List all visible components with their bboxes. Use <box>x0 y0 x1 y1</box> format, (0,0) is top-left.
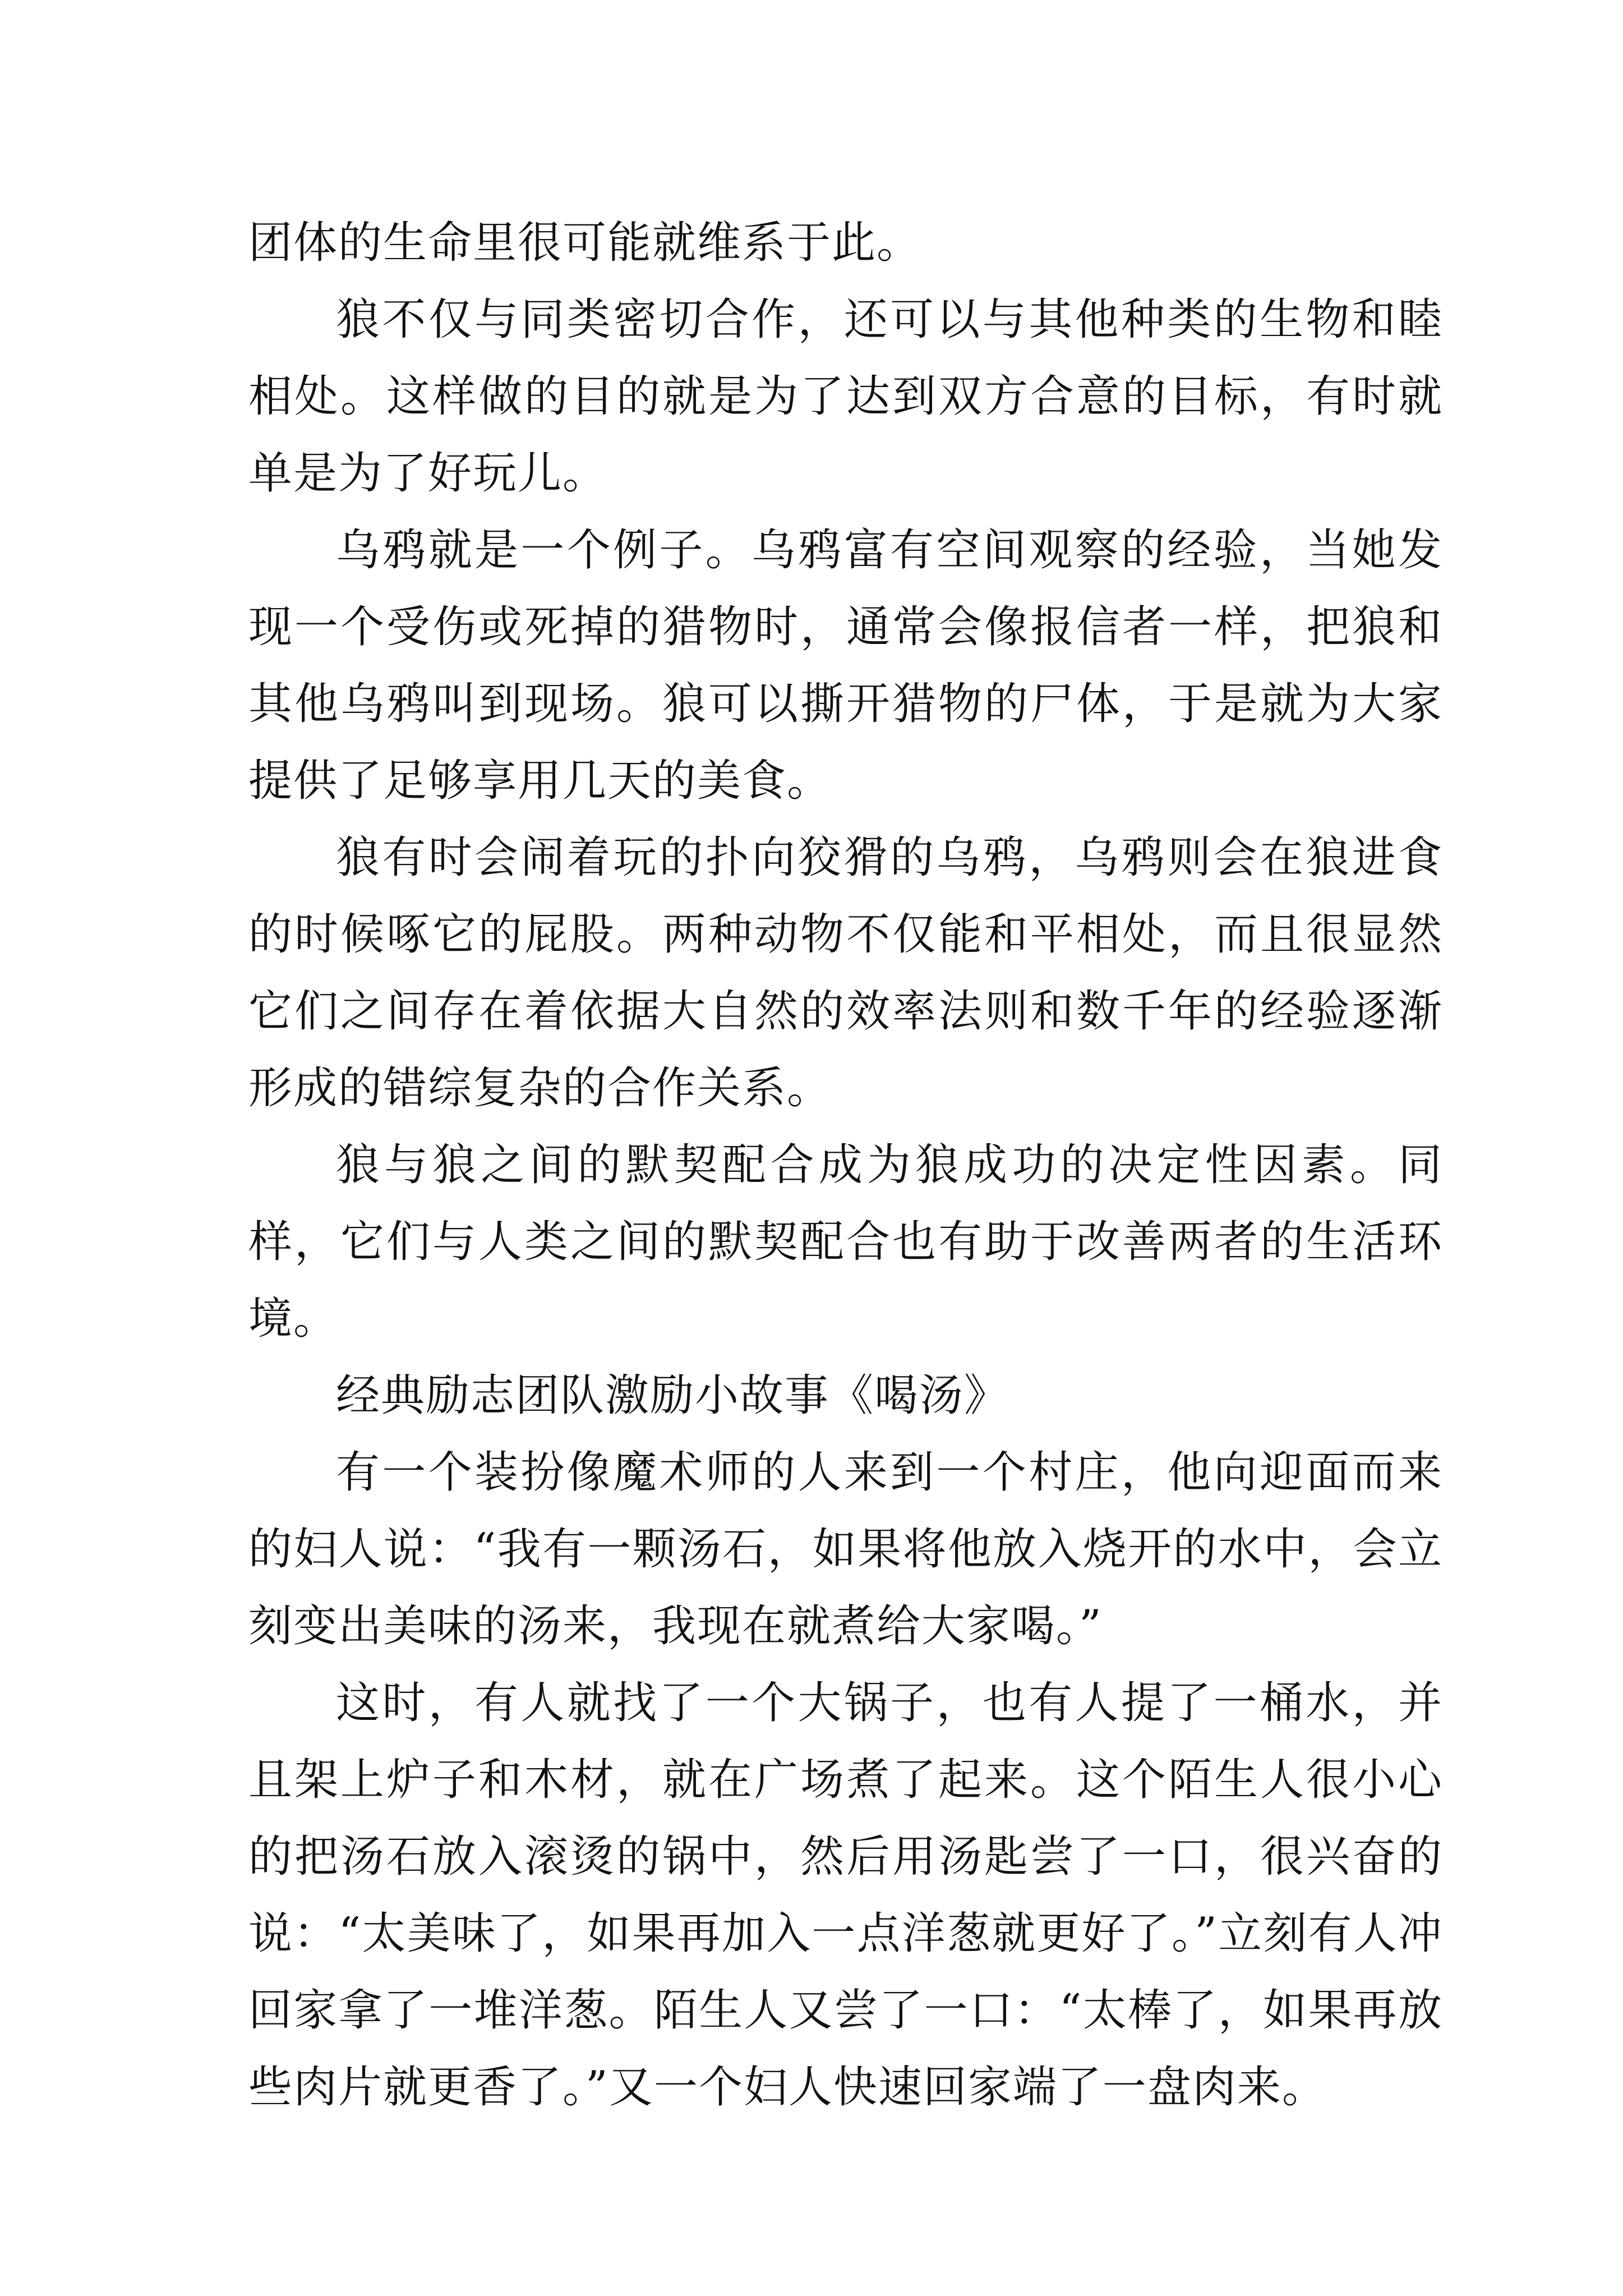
paragraph-soup-stone: 这时，有人就找了一个大锅子，也有人提了一桶水，并且架上炉子和木材，就在广场煮了起来。这个陌生人很小心的把汤石放入滚烫的锅中，然后用汤匙尝了一口，很兴奋的说：“太美味了，如果再加入一点洋葱就更好了。”立刻有人冲回家拿了一堆洋葱。陌生人又尝了一口：“太棒了，如果再放些肉片就更香了。”又一个妇人快速回家端了一盘肉来。 <box>248 1678 1443 2113</box>
paragraph-continuation: 团体的生命里很可能就维系于此。 <box>248 218 922 268</box>
paragraph-wolf-crow-play: 狼有时会闹着玩的扑向狡猾的乌鸦，乌鸦则会在狼进食的时候啄它的屁股。两种动物不仅能和平相处，而且很显然它们之间存在着依据大自然的效率法则和数千年的经验逐渐形成的错综复杂的合作关系。 <box>248 832 1443 1114</box>
paragraph-crow-example: 乌鸦就是一个例子。乌鸦富有空间观察的经验，当她发现一个受伤或死掉的猎物时，通常会像报信者一样，把狼和其他乌鸦叫到现场。狼可以撕开猎物的尸体，于是就为大家提供了足够享用几天的美食。 <box>248 525 1443 806</box>
paragraph-magician: 有一个装扮像魔术师的人来到一个村庄，他向迎面而来的妇人说：“我有一颗汤石，如果将他放入烧开的水中，会立刻变出美味的汤来，我现在就煮给大家喝。” <box>248 1447 1443 1651</box>
body-text <box>248 205 1443 2126</box>
paragraph-wolf-cooperation: 狼不仅与同类密切合作，还可以与其他种类的生物和睦相处。这样做的目的就是为了达到双方合意的目标，有时就单是为了好玩儿。 <box>248 295 1443 499</box>
section-heading: 经典励志团队激励小故事《喝汤》 <box>336 1370 1009 1421</box>
paragraph-wolf-teamwork: 狼与狼之间的默契配合成为狼成功的决定性因素。同样，它们与人类之间的默契配合也有助于改善两者的生活环境。 <box>248 1140 1443 1344</box>
